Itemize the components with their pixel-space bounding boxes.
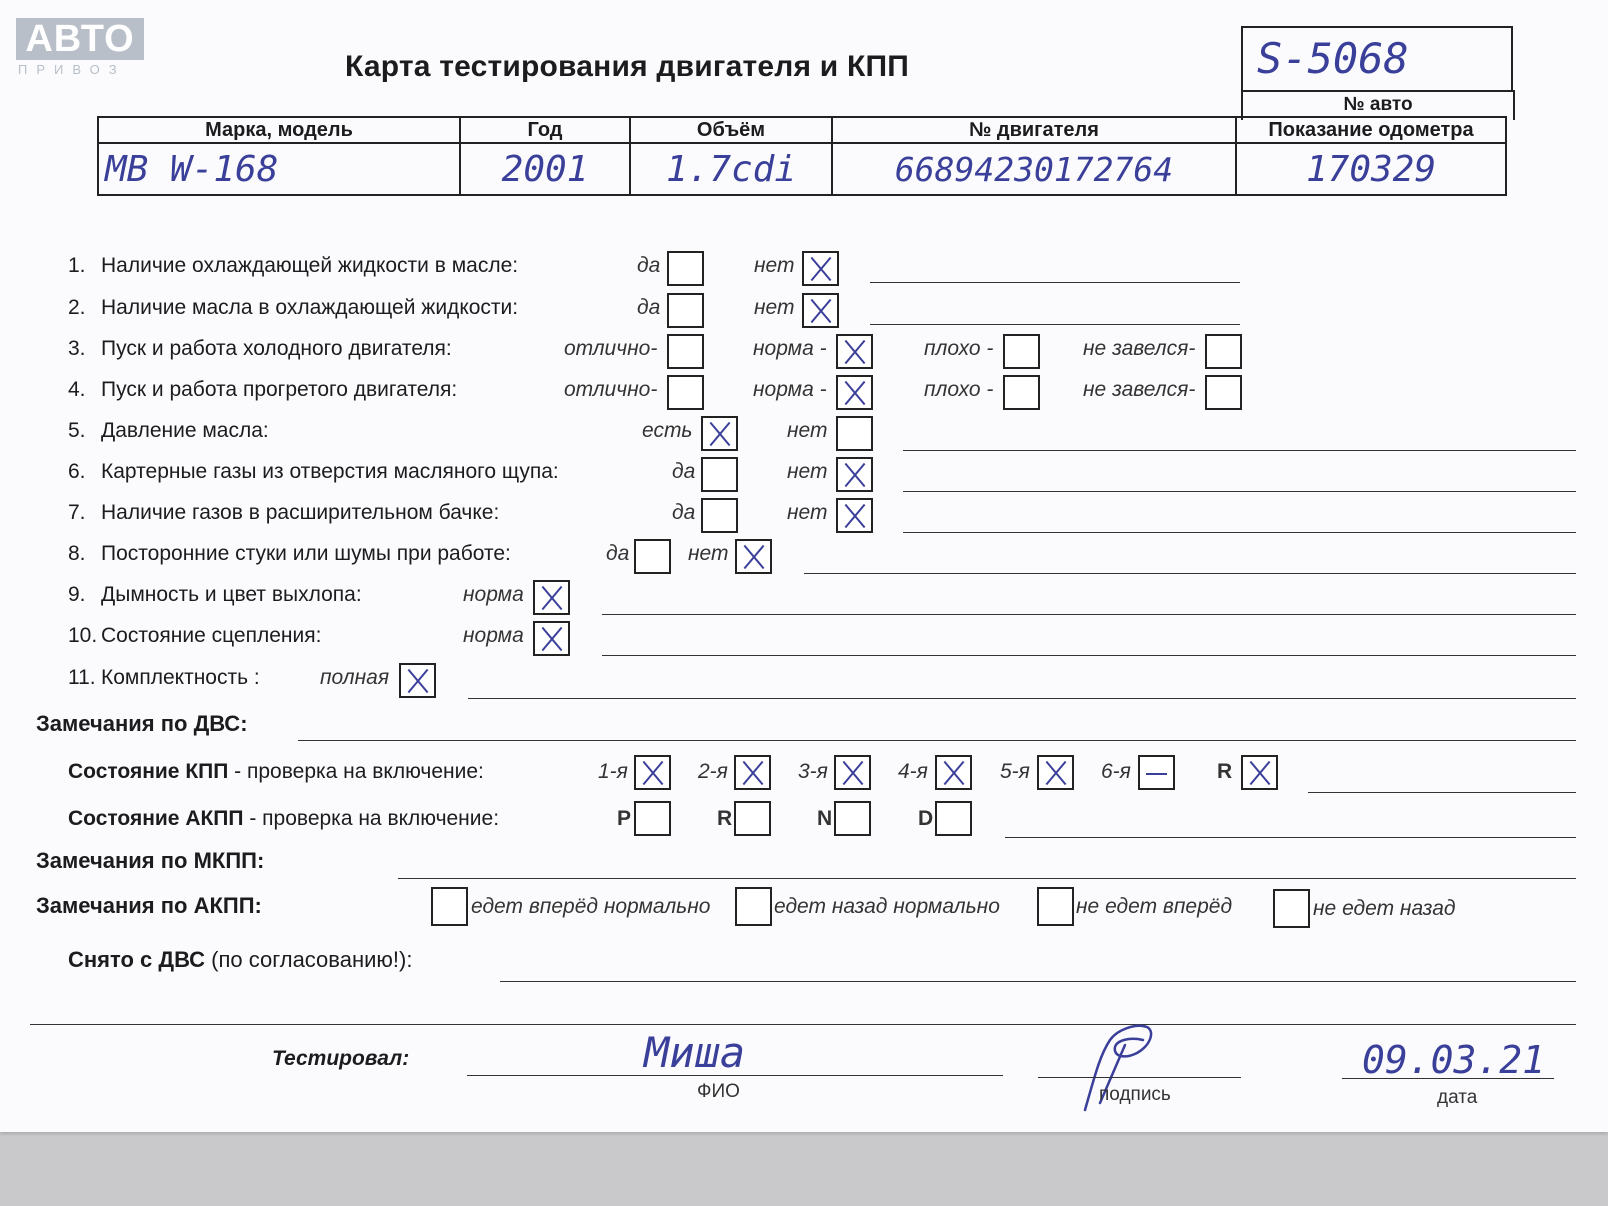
item-4-normal-checkbox[interactable] [836, 375, 873, 410]
remarks-mkpp-label: Замечания по МКПП: [36, 848, 265, 873]
item-2-number: 2. [68, 296, 86, 319]
item-6-no-checkbox[interactable] [836, 457, 873, 492]
item-6-opt-yes: да [672, 460, 696, 483]
gear-1-label: 1-я [598, 760, 628, 783]
item-6-yes-checkbox[interactable] [701, 457, 738, 492]
item-3-normal-checkbox[interactable] [836, 334, 873, 369]
item-3-number: 3. [68, 337, 86, 360]
tested-label: Тестировал: [272, 1047, 410, 1070]
item-5-yes-checkbox[interactable] [701, 416, 738, 451]
name-line [467, 1075, 1003, 1076]
logo-text: АВТО [16, 18, 144, 60]
akpp-d-label: D [918, 807, 934, 830]
item-8-no-checkbox[interactable] [735, 539, 772, 574]
item-9-note-line [602, 614, 1576, 615]
col-odometer: Показание одометра [1236, 117, 1506, 143]
item-2-text: Наличие масла в охлаждающей жидкости: [101, 296, 519, 319]
value-make-model: MB W-168 [98, 143, 460, 195]
item-11-opt-full: полная [320, 666, 390, 689]
item-7-number: 7. [68, 501, 86, 524]
car-number-box [1241, 26, 1513, 92]
item-3-opt-not-started: не завелся- [1083, 337, 1196, 360]
item-3-opt-normal: норма - [753, 337, 827, 360]
item-8-opt-no: нет [688, 542, 729, 565]
item-5-number: 5. [68, 419, 86, 442]
signature-line [1038, 1077, 1241, 1078]
item-4-text: Пуск и работа прогретого двигателя: [101, 378, 458, 401]
gear-6-checkbox[interactable] [1138, 755, 1175, 790]
page-title: Карта тестирования двигателя и КПП [345, 50, 909, 83]
gear-r-label: R [1217, 760, 1233, 783]
akpp-label: Состояние АКПП - проверка на включение: [68, 807, 500, 830]
item-4-excellent-checkbox[interactable] [667, 375, 704, 410]
item-4-bad-checkbox[interactable] [1003, 375, 1040, 410]
akpp-forward-ok-checkbox[interactable] [431, 887, 468, 926]
item-10-normal-checkbox[interactable] [533, 621, 570, 656]
item-8-text: Посторонние стуки или шумы при работе: [101, 542, 511, 565]
item-3-opt-bad: плохо - [924, 337, 994, 360]
item-2-no-checkbox[interactable] [802, 293, 839, 328]
remarks-akpp-label: Замечания по АКПП: [36, 893, 262, 918]
akpp-forward-ok-label: едет вперёд нормально [471, 895, 711, 918]
item-4-opt-excellent: отлично- [564, 378, 658, 401]
remarks-engine-label: Замечания по ДВС: [36, 711, 248, 736]
item-2-note-line [870, 324, 1240, 325]
divider-line [30, 1024, 1576, 1025]
item-9-number: 9. [68, 583, 86, 606]
item-4-number: 4. [68, 378, 86, 401]
item-11-note-line [468, 698, 1576, 699]
item-7-no-checkbox[interactable] [836, 498, 873, 533]
gear-r-checkbox[interactable] [1241, 755, 1278, 790]
gear-2-label: 2-я [698, 760, 728, 783]
test-date: 09.03.21 [1362, 1038, 1546, 1082]
col-volume: Объём [630, 117, 832, 143]
car-number-label: № авто [1241, 90, 1515, 120]
item-2-opt-yes: да [637, 296, 661, 319]
item-1-opt-no: нет [754, 254, 795, 277]
item-3-text: Пуск и работа холодного двигателя: [101, 337, 452, 360]
akpp-backward-ok-label: едет назад нормально [774, 895, 1000, 918]
gear-4-checkbox[interactable] [935, 755, 972, 790]
item-10-opt-normal: норма [463, 624, 524, 647]
akpp-no-backward-label: не едет назад [1313, 897, 1456, 920]
item-11-number: 11. [68, 666, 96, 689]
vehicle-header-table [97, 116, 1507, 196]
item-3-bad-checkbox[interactable] [1003, 334, 1040, 369]
gear-3-checkbox[interactable] [834, 755, 871, 790]
item-10-text: Состояние сцепления: [101, 624, 322, 647]
akpp-p-checkbox[interactable] [634, 801, 671, 836]
akpp-n-checkbox[interactable] [834, 801, 871, 836]
item-8-note-line [804, 573, 1576, 574]
akpp-no-forward-label: не едет вперёд [1076, 895, 1233, 918]
item-7-opt-no: нет [787, 501, 828, 524]
akpp-no-forward-checkbox[interactable] [1037, 887, 1074, 926]
item-6-number: 6. [68, 460, 86, 483]
gear-1-checkbox[interactable] [634, 755, 671, 790]
logo-subtext: ПРИВОЗ [18, 62, 126, 77]
akpp-r-checkbox[interactable] [734, 801, 771, 836]
kpp-note-line [1308, 792, 1576, 793]
akpp-backward-ok-checkbox[interactable] [735, 887, 772, 926]
item-1-number: 1. [68, 254, 86, 277]
item-9-opt-normal: норма [463, 583, 524, 606]
value-volume: 1.7cdi [630, 143, 832, 195]
akpp-r-label: R [717, 807, 733, 830]
value-year: 2001 [460, 143, 630, 195]
date-line [1342, 1078, 1554, 1079]
item-11-text: Комплектность : [101, 666, 260, 689]
item-1-note-line [870, 282, 1240, 283]
item-5-text: Давление масла: [101, 419, 269, 442]
gear-2-checkbox[interactable] [734, 755, 771, 790]
item-2-yes-checkbox[interactable] [667, 293, 704, 328]
item-4-opt-bad: плохо - [924, 378, 994, 401]
gear-5-checkbox[interactable] [1037, 755, 1074, 790]
name-caption: ФИО [697, 1081, 740, 1102]
remarks-engine-line [298, 740, 1576, 741]
item-5-opt-yes: есть [642, 419, 693, 442]
item-8-yes-checkbox[interactable] [634, 539, 671, 574]
item-9-normal-checkbox[interactable] [533, 580, 570, 615]
col-make-model: Марка, модель [98, 117, 460, 143]
gear-6-label: 6-я [1101, 760, 1131, 783]
akpp-d-checkbox[interactable] [935, 801, 972, 836]
remarks-mkpp-line [398, 878, 1576, 879]
tester-name: Миша [644, 1028, 746, 1077]
item-9-text: Дымность и цвет выхлопа: [101, 583, 362, 606]
item-3-opt-excellent: отлично- [564, 337, 658, 360]
avto-privoz-logo [16, 18, 144, 77]
item-6-opt-no: нет [787, 460, 828, 483]
item-6-note-line [903, 491, 1576, 492]
car-number-value: S-5068 [1257, 34, 1409, 83]
item-6-text: Картерные газы из отверстия масляного щупа: [101, 460, 559, 483]
signature-caption: подпись [1099, 1084, 1171, 1105]
item-1-yes-checkbox[interactable] [667, 251, 704, 286]
item-7-note-line [903, 532, 1576, 533]
item-4-not-started-checkbox[interactable] [1205, 375, 1242, 410]
kpp-label: Состояние КПП - проверка на включение: [68, 760, 484, 783]
gear-4-label: 4-я [898, 760, 928, 783]
akpp-note-line [1005, 837, 1576, 838]
item-10-number: 10. [68, 624, 98, 647]
item-7-text: Наличие газов в расширительном бачке: [101, 501, 500, 524]
item-1-no-checkbox[interactable] [802, 251, 839, 286]
item-3-excellent-checkbox[interactable] [667, 334, 704, 369]
col-engine-number: № двигателя [832, 117, 1236, 143]
item-10-note-line [602, 655, 1576, 656]
item-1-text: Наличие охлаждающей жидкости в масле: [101, 254, 519, 277]
item-7-opt-yes: да [672, 501, 696, 524]
akpp-n-label: N [817, 807, 833, 830]
item-4-opt-normal: норма - [753, 378, 827, 401]
gear-3-label: 3-я [798, 760, 828, 783]
item-5-opt-no: нет [787, 419, 828, 442]
item-5-note-line [903, 450, 1576, 451]
akpp-p-label: P [617, 807, 632, 830]
item-4-opt-not-started: не завелся- [1083, 378, 1196, 401]
value-odometer: 170329 [1236, 143, 1506, 195]
removed-label: Снято с ДВС (по согласованию!): [68, 947, 413, 972]
item-5-no-checkbox[interactable] [836, 416, 873, 451]
removed-line [500, 981, 1576, 982]
item-1-opt-yes: да [637, 254, 661, 277]
value-engine-number: 66894230172764 [832, 143, 1236, 195]
item-8-number: 8. [68, 542, 86, 565]
item-8-opt-yes: да [606, 542, 630, 565]
akpp-no-backward-checkbox[interactable] [1273, 889, 1310, 928]
gear-5-label: 5-я [1000, 760, 1030, 783]
item-2-opt-no: нет [754, 296, 795, 319]
date-caption: дата [1437, 1087, 1478, 1108]
item-11-full-checkbox[interactable] [399, 663, 436, 698]
item-3-not-started-checkbox[interactable] [1205, 334, 1242, 369]
col-year: Год [460, 117, 630, 143]
item-7-yes-checkbox[interactable] [701, 498, 738, 533]
